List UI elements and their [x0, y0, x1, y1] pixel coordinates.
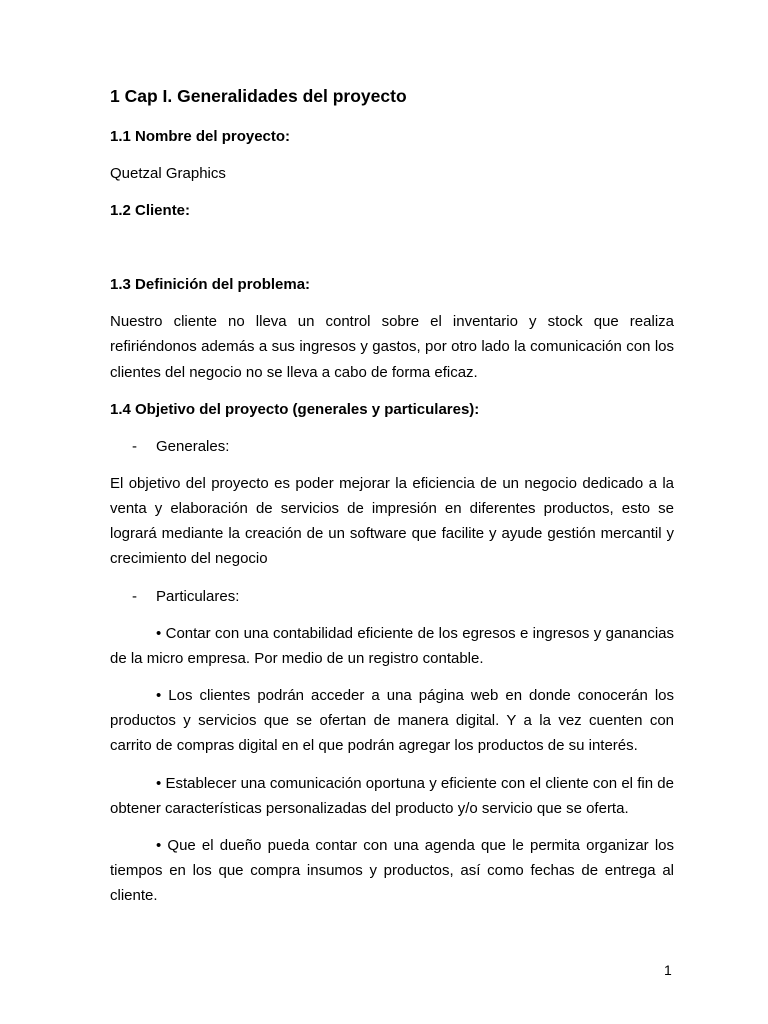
- particulares-label: Particulares:: [156, 587, 240, 605]
- dash-marker: -: [132, 437, 137, 455]
- section-heading-problema: 1.3 Definición del problema:: [110, 276, 311, 294]
- bullet-item: • Que el dueño pueda contar con una agenda que le permita organizar los tiempos en los que compra insumos y productos, así como fechas de entrega al cliente.: [110, 837, 674, 905]
- dash-marker: -: [132, 587, 137, 605]
- list-item-generales: [110, 434, 674, 459]
- bullet-item: • Los clientes podrán acceder a una página web en donde conocerán los productos y servicios que se ofertan de manera digital. Y a la vez cuenten con carrito de compras digital en el que podrán agregar los productos de su interés.: [110, 687, 674, 755]
- project-name-text: Quetzal Graphics: [110, 165, 226, 182]
- generales-label: Generales:: [156, 437, 230, 455]
- bullet-item: • Contar con una contabilidad eficiente de los egresos e ingresos y ganancias de la micro empresa. Por medio de un registro contable.: [110, 624, 674, 667]
- bullet-item: • Establecer una comunicación oportuna y eficiente con el cliente con el fin de obtener características personalizadas del producto y/o servicio que se oferta.: [110, 774, 674, 817]
- list-item-particulares: [110, 584, 674, 609]
- section-heading-objetivo: 1.4 Objetivo del proyecto (generales y particulares):: [110, 400, 480, 418]
- section-heading-nombre: 1.1 Nombre del proyecto:: [110, 128, 291, 145]
- section-heading-cliente: 1.2 Cliente:: [110, 202, 191, 220]
- document-body: [110, 85, 674, 921]
- empty-space: [110, 235, 674, 272]
- generales-text: El objetivo del proyecto es poder mejorar la eficiencia de un negocio dedicado a la venta y elaboración de servicios de impresión en diferentes productos, esto se logrará mediante la creación de un software que facilite y ayude gestión mercantil y crecimiento del negocio: [110, 474, 674, 568]
- page-number: 1: [664, 962, 672, 978]
- problem-definition-text: Nuestro cliente no lleva un control sobre el inventario y stock que realiza refiriéndonos además a sus ingresos y gastos, por otro lado la comunicación con los clientes del negocio no se lleva a cabo de forma eficaz.: [110, 313, 674, 381]
- chapter-title: 1 Cap I. Generalidades del proyecto: [110, 86, 407, 106]
